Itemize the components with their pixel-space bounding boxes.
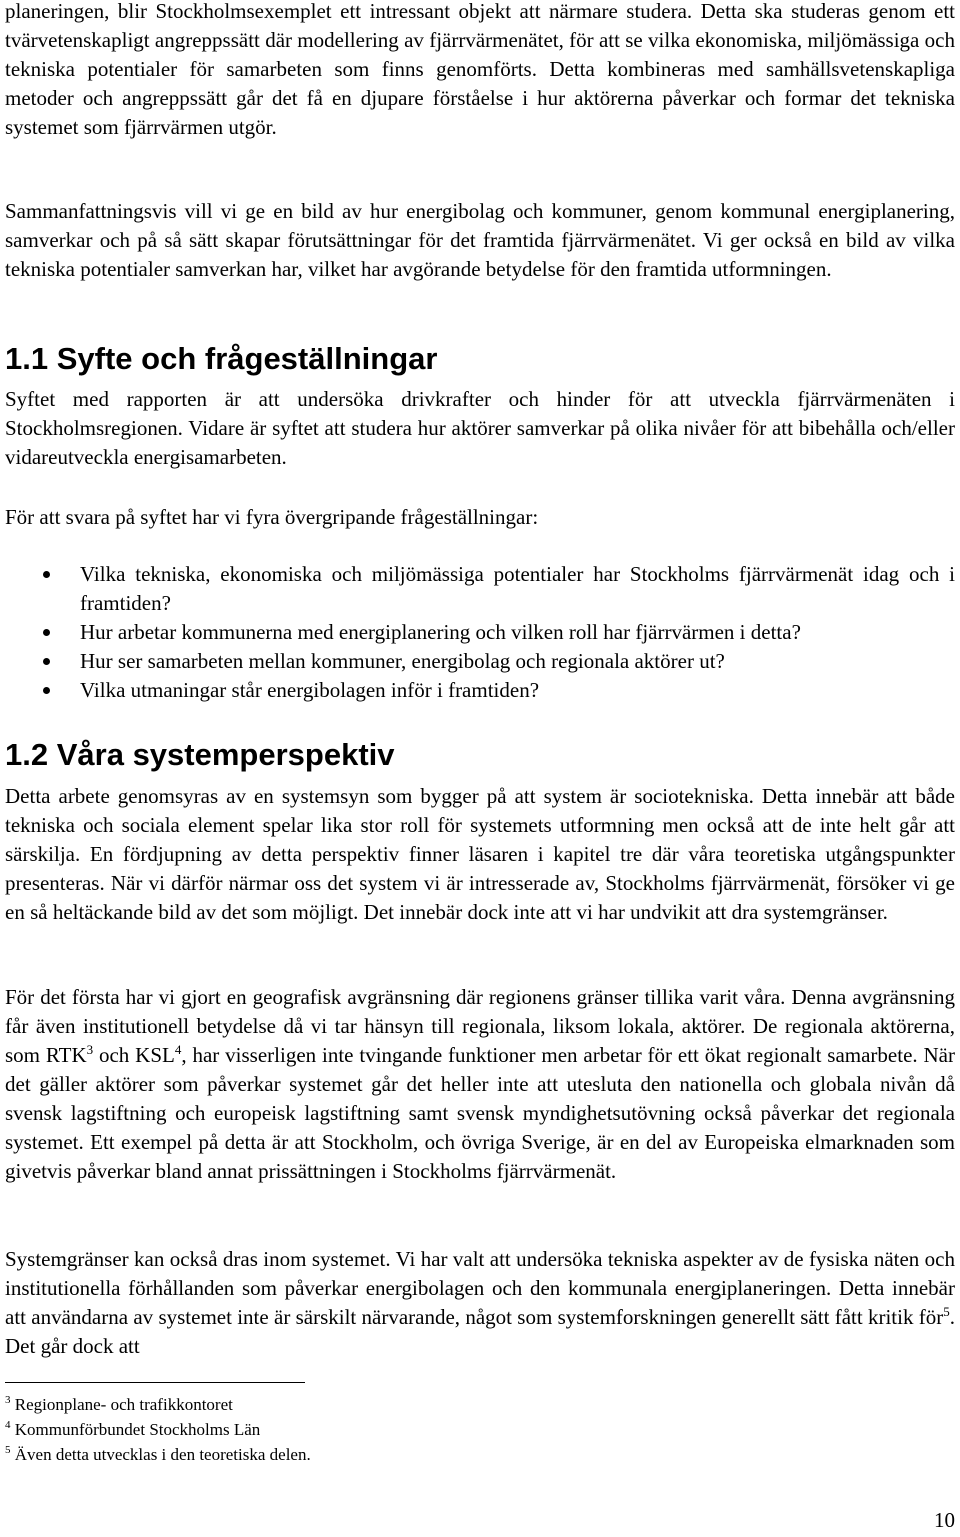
footnote-reference: 3 (86, 1042, 94, 1057)
bullet-icon (43, 658, 50, 665)
section-heading-1-1 (5, 341, 437, 377)
footnote-4 (5, 1418, 260, 1442)
page-number: 10 (934, 1508, 955, 1532)
section-number: 1.2 (5, 737, 49, 772)
footnote-text: Kommunförbundet Stockholms Län (14, 1420, 261, 1439)
footnote-text: Även detta utvecklas i den teoretiska delen. (14, 1445, 311, 1464)
list-item (0, 676, 955, 705)
list-item (0, 647, 955, 676)
footnote-5 (5, 1443, 311, 1467)
section1-paragraph-1: Syftet med rapporten är att undersöka drivkrafter och hinder för att utveckla fjärrvärmenäten i Stockholmsregionen. Vidare är syftet att studera hur aktörer samverkar på olika nivåer för att bibehålla och/eller vidareutveckla energisamarbeten. (5, 387, 955, 469)
list-item (0, 560, 955, 618)
footnote-number: 4 (5, 1419, 11, 1431)
section2-paragraph-1: Detta arbete genomsyras av en systemsyn som bygger på att system är sociotekniska. Detta innebär att både tekniska och sociala element spelar lika stor roll för systemets utformning men också att de inte helt går att särskilja. En fördjupning av detta perspektiv finner läsaren i kapitel tre där våra teoretiska utgångspunkter presenteras. När vi därför närmar oss det system vi är intresserade av, Stockholms fjärrvärmenät, försöker vi ge en så heltäckande bild av det som möjligt. Det innebär dock inte att vi har undvikit att dra systemgränser. (5, 784, 955, 924)
section-title: Våra systemperspektiv (56, 737, 395, 772)
list-item-text: Hur ser samarbeten mellan kommuner, energibolag och regionala aktörer ut? (80, 649, 725, 673)
list-item-text: Vilka tekniska, ekonomiska och miljömässiga potentialer har Stockholms fjärrvärmenät idag och i framtiden? (80, 562, 955, 615)
paragraph-text: För det första har vi gjort en geografisk avgränsning där regionens gränser tillika varit våra. Denna avgränsning får även institutionell betydelse då vi tar hänsyn till regionala, liksom lokala, aktörer. De regionala aktörerna, som RTK (5, 985, 955, 1067)
list-item-text: Hur arbetar kommunerna med energiplanering och vilken roll har fjärrvärmen i detta? (80, 620, 801, 644)
footnote-3 (5, 1393, 233, 1417)
list-item (0, 618, 955, 647)
section-heading-1-2 (5, 737, 395, 773)
footnote-divider (5, 1382, 305, 1383)
bullet-icon (43, 687, 50, 694)
footnote-number: 3 (5, 1394, 11, 1406)
footnote-reference: 4 (174, 1042, 182, 1057)
paragraph-text: Systemgränser kan också dras inom systemet. Vi har valt att undersöka tekniska aspekter av de fysiska näten och institutionella förhållanden som påverkar energibolagen och den kommunala energiplaneringen. Detta innebär att användarna av systemet inte är särskilt närvarande, något som systemforskningen generellt sätt fått kritik för (5, 1247, 955, 1329)
footnote-reference: 5 (943, 1304, 950, 1319)
section2-paragraph-2 (5, 983, 955, 1186)
section1-paragraph-2: För att svara på syftet har vi fyra övergripande frågeställningar: (5, 505, 539, 529)
question-list (0, 560, 955, 705)
intro-paragraph-1: planeringen, blir Stockholmsexemplet ett intressant objekt att närmare studera. Detta ska studeras genom ett tvärvetenskapligt angreppssätt där modellering av fjärrvärmenätet, för att se vilka ekonomiska, miljömässiga och tekniska potentialer för samarbeten som finns genomförts. Detta kombineras med samhällsvetenskapliga metoder och angreppssätt går det få en djupare förståelse i hur aktörerna påverkar och formar det tekniska systemet som fjärrvärmen utgör. (5, 0, 955, 139)
section2-paragraph-3 (5, 1245, 955, 1361)
bullet-icon (43, 629, 50, 636)
paragraph-text: och KSL (93, 1043, 175, 1067)
list-item-text: Vilka utmaningar står energibolagen inför i framtiden? (80, 678, 540, 702)
footnote-text: Regionplane- och trafikkontoret (14, 1395, 233, 1414)
section-number: 1.1 (5, 341, 49, 376)
intro-paragraph-2: Sammanfattningsvis vill vi ge en bild av hur energibolag och kommuner, genom kommunal energiplanering, samverkar och på så sätt skapar förutsättningar för det framtida fjärrvärmenätet. Vi ger också en bild av vilka tekniska potentialer samverkan har, vilket har avgörande betydelse för den framtida utformningen. (5, 199, 955, 281)
section-title: Syfte och frågeställningar (56, 341, 438, 376)
footnote-number: 5 (5, 1444, 11, 1456)
bullet-icon (43, 571, 50, 578)
paragraph-text: . Det går dock att (5, 1305, 955, 1358)
paragraph-text: , har visserligen inte tvingande funktioner men arbetar för ett ökat regionalt samarbete. När det gäller aktörer som påverkar systemet går det heller inte att utesluta den nationella och globala nivån då svensk lagstiftning och europeisk lagstiftning samt svensk myndighetsutövning också påverkar det regionala systemet. Ett exempel på detta är att Stockholm, och övriga Sverige, är en del av Europeiska elmarknaden som givetvis påverkar bland annat prissättningen i Stockholms fjärrvärmenät. (5, 1043, 955, 1183)
